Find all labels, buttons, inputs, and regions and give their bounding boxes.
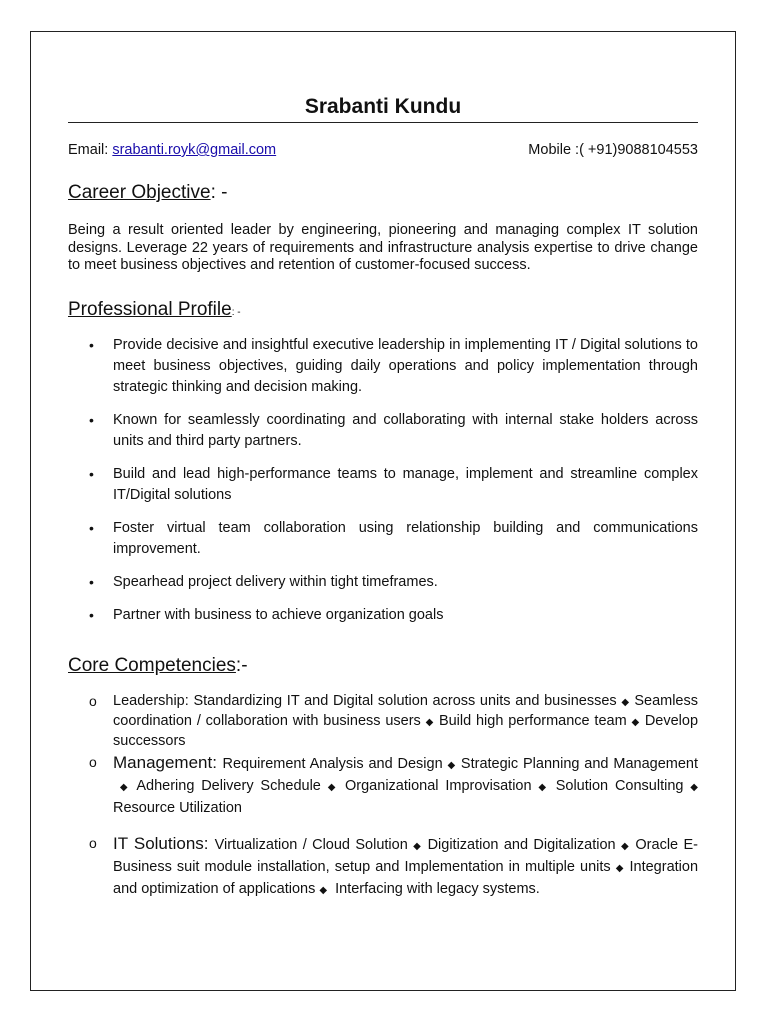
- competency-part: Digitization and Digitalization: [427, 837, 616, 853]
- circle-bullet-icon: o: [89, 754, 97, 770]
- competency-part: Build high performance team: [438, 713, 627, 729]
- competency-part: Requirement Analysis and Design: [222, 756, 443, 772]
- list-item: [68, 518, 698, 560]
- profile-list: [68, 335, 698, 638]
- list-item-text: Partner with business to achieve organization goals: [113, 607, 444, 623]
- competency-part: Virtualization / Cloud Solution: [214, 837, 408, 853]
- diamond-icon: ◆: [631, 717, 640, 728]
- career-objective-heading: [68, 182, 227, 204]
- diamond-icon: ◆: [538, 782, 549, 793]
- diamond-icon: ◆: [621, 697, 630, 708]
- career-objective-suffix: : -: [210, 182, 228, 203]
- mobile-number: Mobile :( +91)9088104553: [528, 142, 698, 158]
- core-competencies-title: Core Competencies: [68, 655, 236, 676]
- competency-management: [68, 752, 698, 833]
- competency-part: Standardizing IT and Digital solution across units and businesses: [193, 693, 617, 709]
- competency-part: Integration and optimization of applications: [113, 859, 699, 897]
- career-objective-text: Being a result oriented leader by engineering, pioneering and managing complex IT solution designs. Leverage 22 years of requirements and infrastructure analysis expertise to drive change to meet business objectives and retention of customer-focused success.: [68, 222, 698, 273]
- competency-part: Solution Consulting: [555, 778, 684, 794]
- name-divider: [68, 122, 698, 123]
- list-item-text: Known for seamlessly coordinating and collaborating with internal stake holders across units and third party partners.: [113, 412, 698, 449]
- diamond-icon: ◆: [621, 841, 631, 852]
- competency-part: Develop successors: [113, 713, 699, 749]
- bullet-icon: •: [89, 466, 94, 482]
- list-item: [68, 335, 698, 398]
- list-item: [68, 572, 698, 593]
- list-item-text: Provide decisive and insightful executive leadership in implementing IT / Digital solutions to meet business objectives, guiding daily operations and policy implementation through strategic thinking and decision making.: [113, 337, 698, 395]
- list-item-text: Spearhead project delivery within tight timeframes.: [113, 574, 438, 590]
- diamond-icon: ◆: [447, 760, 457, 771]
- competency-it-solutions: [68, 833, 698, 901]
- diamond-icon: ◆: [413, 841, 423, 852]
- diamond-icon: ◆: [119, 782, 131, 793]
- list-item: [68, 464, 698, 506]
- diamond-icon: ◆: [425, 717, 435, 728]
- competency-part: Organizational Improvisation: [345, 778, 532, 794]
- bullet-icon: •: [89, 607, 94, 623]
- career-objective-title: Career Objective: [68, 182, 211, 203]
- competency-part: Strategic Planning and Management: [460, 756, 698, 772]
- circle-bullet-icon: o: [89, 835, 97, 851]
- candidate-name: Srabanti Kundu: [304, 95, 462, 118]
- email-block: [68, 142, 276, 158]
- list-item-text: Build and lead high-performance teams to manage, implement and streamline complex IT/Digital solutions: [113, 466, 698, 503]
- bullet-icon: •: [89, 412, 94, 428]
- diamond-icon: ◆: [615, 863, 625, 874]
- competency-part: Oracle E-Business suit module installation, setup and Implementation in multiple units: [113, 837, 698, 875]
- core-competencies-suffix: :-: [235, 655, 248, 676]
- resume-page: [30, 31, 736, 991]
- professional-profile-title: Professional Profile: [68, 299, 232, 320]
- competency-part: Seamless coordination / collaboration with business users: [113, 693, 698, 729]
- list-item-text: Foster virtual team collaboration using relationship building and communications improvement.: [113, 520, 698, 557]
- bullet-icon: •: [89, 574, 94, 590]
- competency-part: Adhering Delivery Schedule: [136, 778, 321, 794]
- competency-part: Interfacing with legacy systems.: [335, 881, 540, 897]
- competency-title: Leadership:: [113, 693, 194, 709]
- email-link[interactable]: srabanti.royk@gmail.com: [112, 142, 277, 158]
- bullet-icon: •: [89, 337, 94, 353]
- competency-leadership: [68, 692, 698, 752]
- competency-part: Resource Utilization: [113, 800, 242, 816]
- professional-profile-suffix: : -: [231, 307, 241, 318]
- competency-title: IT Solutions:: [113, 834, 215, 853]
- email-label: Email:: [68, 142, 113, 158]
- professional-profile-heading: [68, 299, 241, 321]
- list-item: [68, 410, 698, 452]
- bullet-icon: •: [89, 520, 94, 536]
- diamond-icon: ◆: [319, 885, 328, 896]
- competency-list: [68, 692, 698, 901]
- circle-bullet-icon: o: [89, 693, 97, 709]
- diamond-icon: ◆: [327, 782, 339, 793]
- list-item: [68, 605, 698, 626]
- core-competencies-heading: [68, 655, 248, 677]
- competency-title: Management:: [113, 753, 223, 772]
- diamond-icon: ◆: [690, 782, 698, 793]
